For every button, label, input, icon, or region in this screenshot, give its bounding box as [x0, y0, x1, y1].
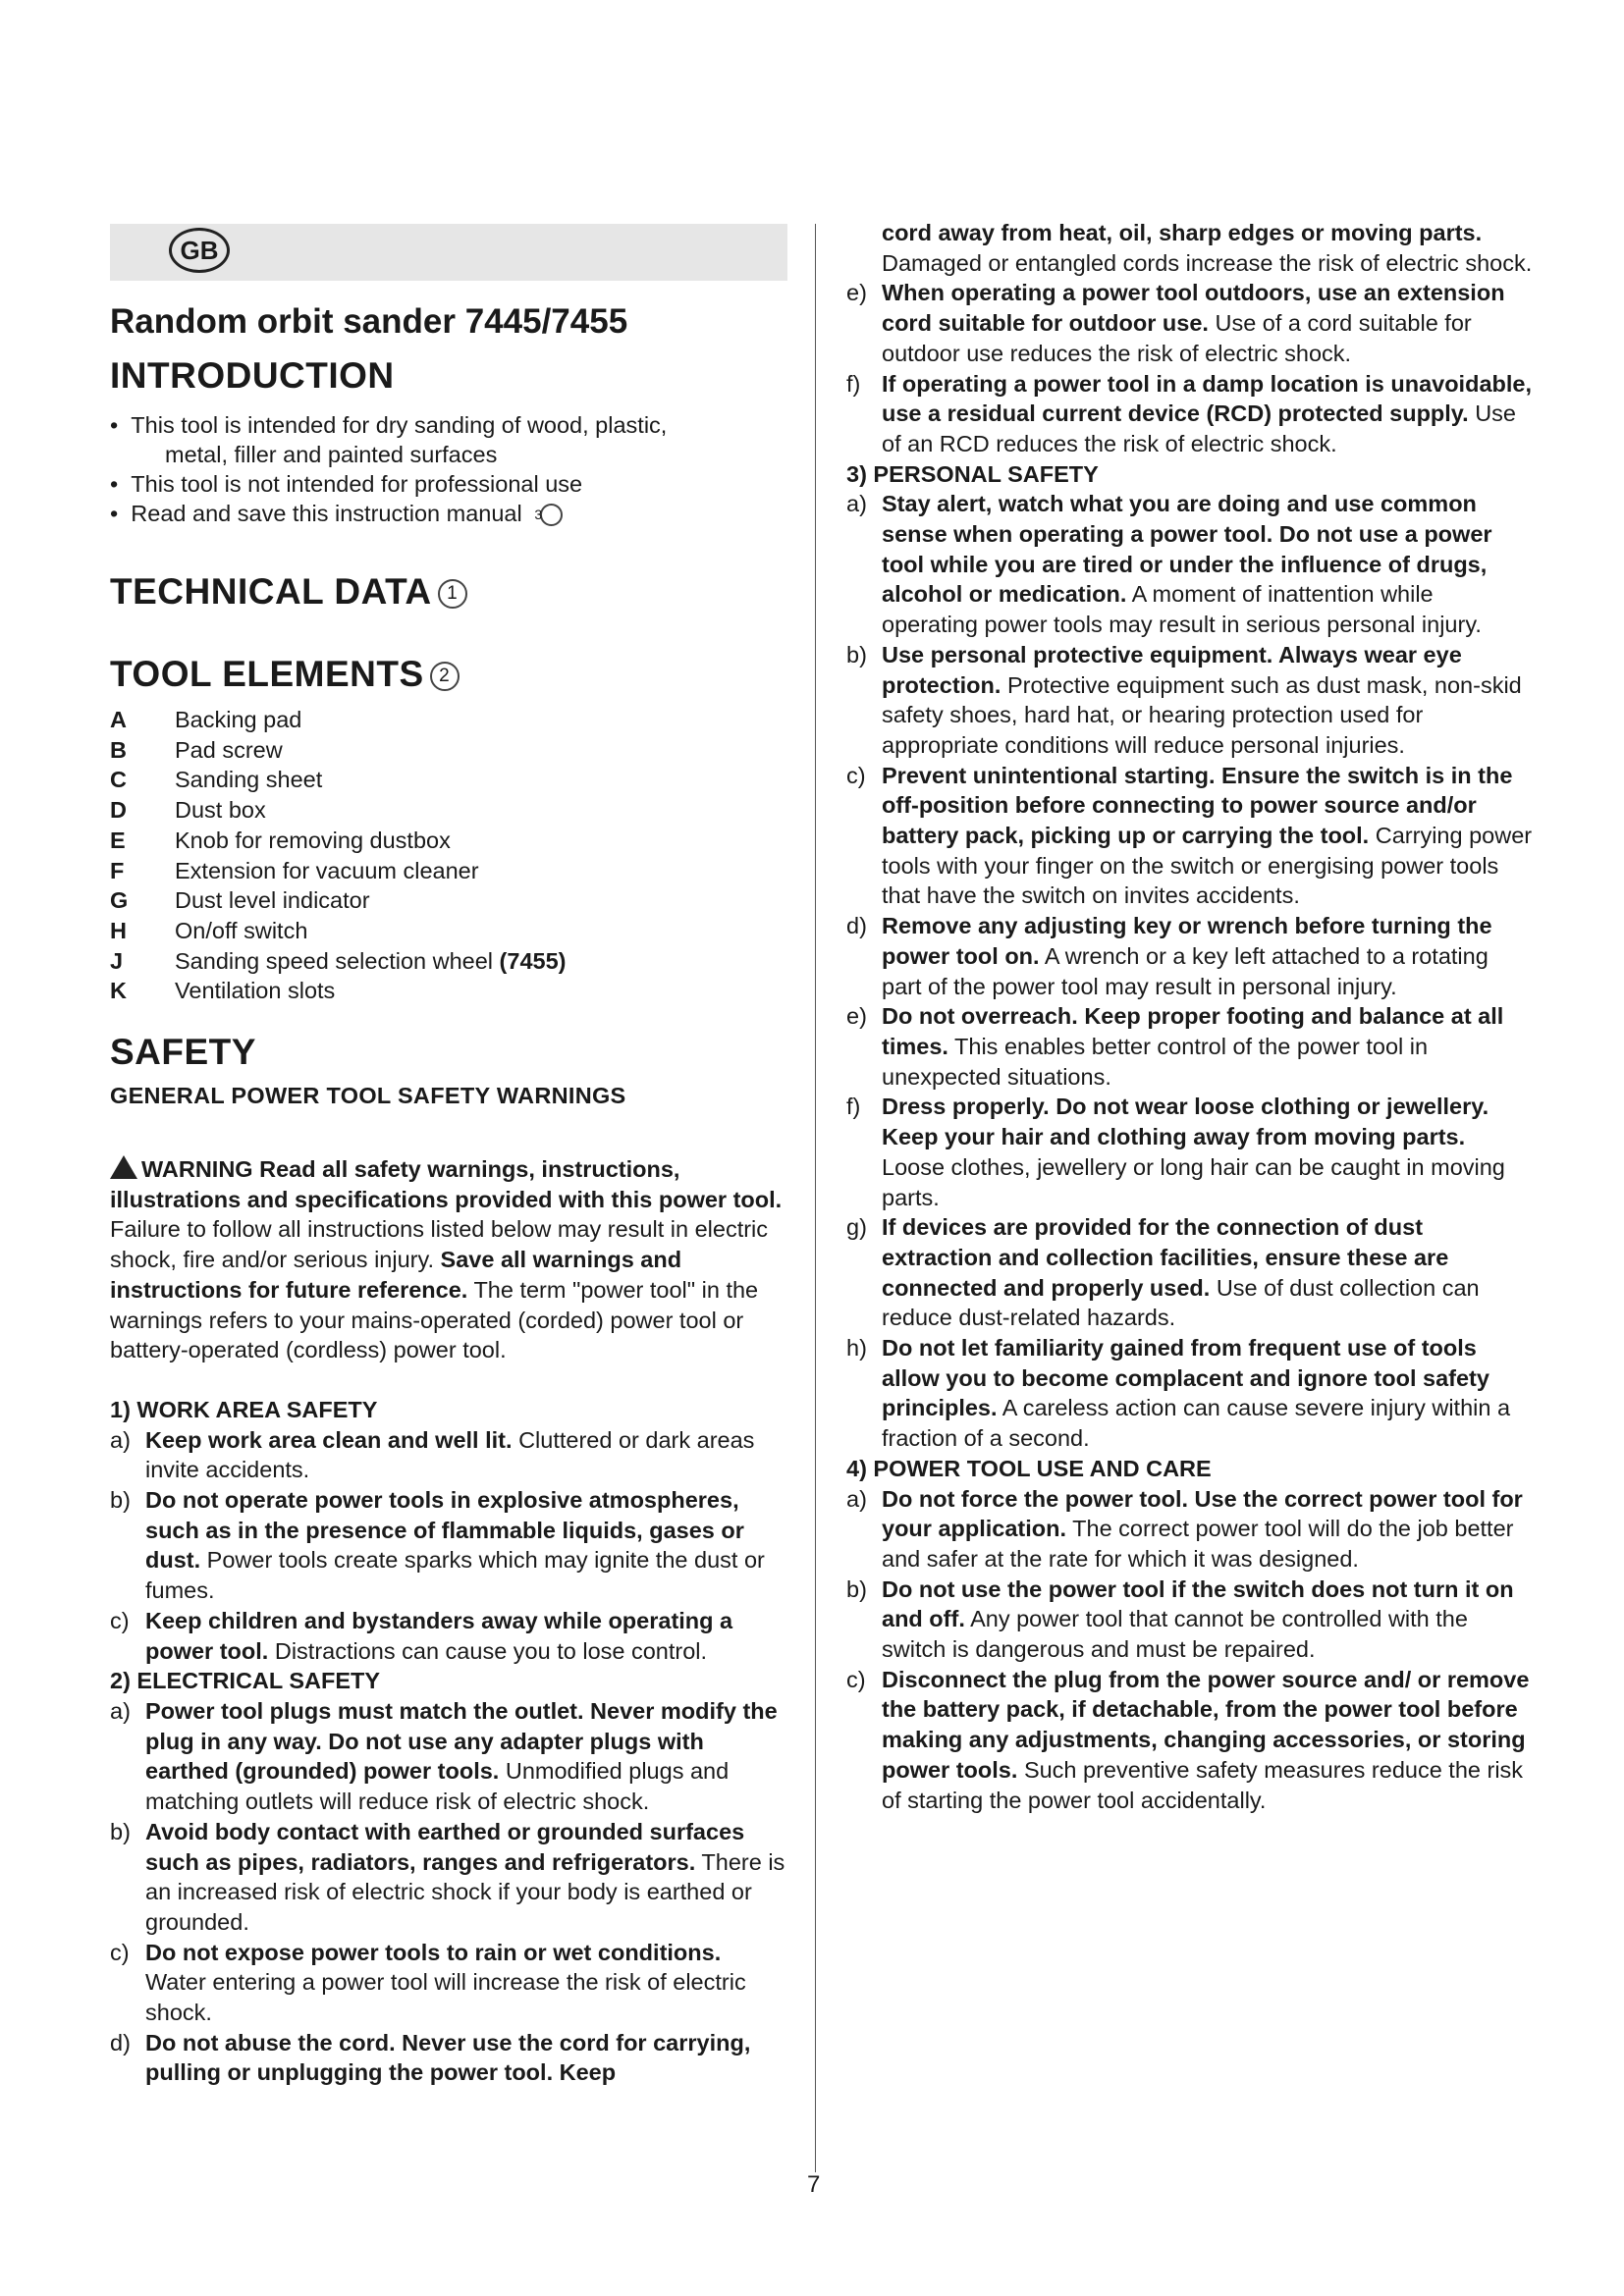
warning-icon	[110, 1155, 137, 1179]
list-item: d) Remove any adjusting key or wrench before turning the power tool on. A wrench or a key left attached to a rotating part of the power tool may result in personal injury.	[846, 913, 1492, 999]
list-item: d) Do not abuse the cord. Never use the cord for carrying, pulling or unplugging the power tool. Keep	[110, 2029, 751, 2086]
list-item: • Read and save this instruction manual 3	[110, 499, 787, 528]
list-item: b) Use personal protective equipment. Always wear eye protection. Protective equipment such as dust mask, non-skid safety shoes, hard hat, or hearing protection used for appropriate conditions will reduce personal injuries.	[846, 641, 1522, 758]
list-item: c) Do not expose power tools to rain or wet conditions. Water entering a power tool will increase the risk of electric shock.	[110, 1939, 746, 2026]
technical-data-heading: TECHNICAL DATA 1	[110, 571, 787, 613]
language-bar	[110, 224, 787, 281]
list-item: b) Do not operate power tools in explosive atmospheres, such as in the presence of flammable liquids, gases or dust. Power tools create sparks which may ignite the dust or fumes.	[110, 1487, 765, 1604]
list-item: J Sanding speed selection wheel (7455)	[110, 947, 567, 974]
intro-heading: INTRODUCTION	[110, 355, 395, 396]
list-item: H On/off switch	[110, 917, 308, 943]
list-item: a) Stay alert, watch what you are doing and use common sense when operating a power tool. Do not use a power tool while you are tired or under the influence of drugs, alcohol or medication. A moment of inattention while operating power tools may result in serious personal injury.	[846, 491, 1492, 638]
list-item: D Dust box	[110, 797, 266, 824]
intro-list	[110, 410, 787, 528]
list-item: a) Power tool plugs must match the outlet. Never modify the plug in any way. Do not use any adapter plugs with earthed (grounded) power tools. Unmodified plugs and matching outlets will reduce risk of electric shock.	[110, 1697, 778, 1815]
list-item: f) If operating a power tool in a damp location is unavoidable, use a residual current device (RCD) protected supply. Use of an RCD reduces the risk of electric shock.	[846, 370, 1532, 456]
list-item: c) Prevent unintentional starting. Ensure the switch is in the off-position before connecting to power source and/or battery pack, picking up or carrying the tool. Carrying power tools with your finger on the switch or energising power tools that have the switch on invites accidents.	[846, 762, 1533, 909]
list-item: • This tool is intended for dry sanding of wood, plastic, metal, filler and painted surfaces	[110, 412, 668, 467]
list-item: G Dust level indicator	[110, 887, 370, 914]
language-badge: GB	[169, 228, 230, 273]
list-item: h) Do not let familiarity gained from frequent use of tools allow you to become complacent and ignore tool safety principles. A careless action can cause severe injury within a fraction of a second.	[846, 1335, 1511, 1452]
list-item: c) Keep children and bystanders away while operating a power tool. Distractions can cause you to lose control.	[110, 1607, 733, 1664]
figure-ref-icon: 3	[540, 504, 563, 526]
page-title: Random orbit sander 7445/7455	[110, 302, 628, 341]
list-item: a) Keep work area clean and well lit. Cluttered or dark areas invite accidents.	[110, 1426, 755, 1483]
list-item: A Backing pad	[110, 707, 302, 732]
electrical-heading: 2) ELECTRICAL SAFETY	[110, 1668, 381, 1694]
list-item: e) When operating a power tool outdoors, use an extension cord suitable for outdoor use. Use of a cord suitable for outdoor use reduces the risk of electric shock.	[846, 280, 1505, 366]
list-item: K Ventilation slots	[110, 978, 336, 1004]
figure-ref-icon: 2	[430, 662, 460, 691]
list-item: b) Avoid body contact with earthed or grounded surfaces such as pipes, radiators, ranges and refrigerators. There is an increased risk of electric shock if your body is earthed or grounded.	[110, 1818, 785, 1935]
list-item: c) Disconnect the plug from the power source and/ or remove the battery pack, if detachable, from the power tool before making any adjustments, changing accessories, or storing power tools. Such preventive safety measures reduce the risk of starting the power tool accidentally.	[846, 1666, 1530, 1813]
tool-use-heading: 4) POWER TOOL USE AND CARE	[846, 1455, 1212, 1481]
right-column	[846, 218, 1534, 1815]
safety-subheading: GENERAL POWER TOOL SAFETY WARNINGS	[110, 1083, 626, 1109]
list-item: F Extension for vacuum cleaner	[110, 857, 479, 883]
safety-heading: SAFETY	[110, 1032, 256, 1073]
list-item: • This tool is not intended for professional use	[110, 471, 583, 497]
personal-heading: 3) PERSONAL SAFETY	[846, 460, 1099, 487]
left-column	[110, 224, 787, 2088]
tool-elements-heading: TOOL ELEMENTS 2	[110, 654, 787, 695]
list-item: E Knob for removing dustbox	[110, 827, 451, 853]
list-item: f) Dress properly. Do not wear loose clothing or jewellery. Keep your hair and clothing away from moving parts. Loose clothes, jewellery or long hair can be caught in moving parts.	[846, 1094, 1505, 1210]
list-item: g) If devices are provided for the connection of dust extraction and collection facilities, ensure these are connected and properly used. Use of dust collection can reduce dust-related hazards.	[846, 1214, 1480, 1331]
list-item: B Pad screw	[110, 736, 283, 763]
warning-paragraph: WARNING Read all safety warnings, instructions, illustrations and specifications provided with this power tool. Failure to follow all instructions listed below may result in electric shock, fire and/or serious injury. Save all warnings and instructions for future reference. The term "power tool" in the warnings refers to your mains-operated (corded) power tool or battery-operated (cordless) power tool.	[110, 1156, 783, 1363]
list-item: e) Do not overreach. Keep proper footing and balance at all times. This enables better control of the power tool in unexpected situations.	[846, 1003, 1504, 1090]
page-number: 7	[807, 2171, 821, 2198]
list-item: C Sanding sheet	[110, 767, 323, 793]
list-item-continued: cord away from heat, oil, sharp edges or moving parts. Damaged or entangled cords increase the risk of electric shock.	[882, 220, 1533, 276]
column-divider	[815, 224, 816, 2172]
tool-elements-list	[110, 705, 787, 1006]
figure-ref-icon: 1	[438, 579, 467, 609]
work-area-heading: 1) WORK AREA SAFETY	[110, 1396, 378, 1422]
list-item: a) Do not force the power tool. Use the correct power tool for your application. The correct power tool will do the job better and safer at the rate for which it was designed.	[846, 1485, 1523, 1572]
list-item: b) Do not use the power tool if the switch does not turn it on and off. Any power tool that cannot be controlled with the switch is dangerous and must be repaired.	[846, 1575, 1514, 1663]
